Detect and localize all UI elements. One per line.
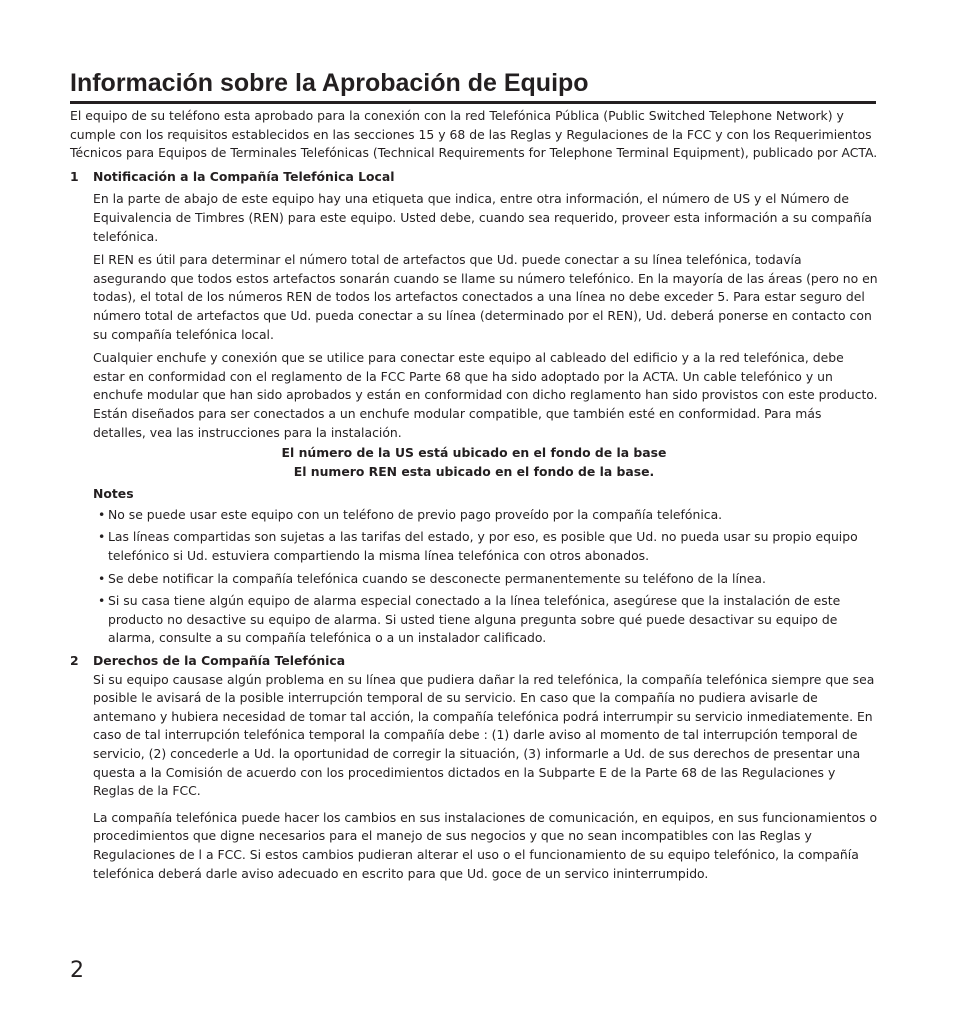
bullet-icon: •	[98, 529, 106, 545]
section-2-heading	[70, 652, 878, 671]
note-text: Si su casa tiene algún equipo de alarma especial conectado a la línea telefónica, asegúrese que la instalación de este producto no desactive su equipo de alarma. Si usted tiene alguna pregunta sobre qué puede desactivar su equipo de alarma, consulte a su compañía telefónica o a un instalador calificado.	[108, 593, 841, 646]
section-2-number: 2	[70, 653, 79, 669]
section-1-heading	[70, 168, 878, 187]
section-1-paragraph-1: En la parte de abajo de este equipo hay una etiqueta que indica, entre otra información, el número de US y el Número de Equivalencia de Timbres (REN) para este equipo. Usted debe, cuando sea requerido, proveer esta información a su compañía telefónica.	[93, 191, 872, 244]
page-number: 2	[70, 958, 84, 983]
bullet-icon: •	[98, 570, 106, 586]
bullet-icon: •	[98, 593, 106, 609]
section-1-paragraph-2: El REN es útil para determinar el número total de artefactos que Ud. puede conectar a su línea telefónica, todavía asegurando que todos estos artefactos sonarán cuando se llame su número telefónico. En la mayoría de las áreas (pero no en todas), el total de los números REN de todos los artefactos conectados a una línea no debe exceder 5. Para estar seguro del número total de artefactos que Ud. pueda conectar a su línea (determinado por el REN), Ud. deberá ponerse en contacto con su compañía telefónica local.	[93, 252, 878, 342]
list-item	[98, 506, 878, 525]
list-item	[98, 592, 878, 648]
section-2-body	[93, 671, 878, 884]
section-1-title: Notificación a la Compañía Telefónica Local	[93, 168, 395, 184]
us-number-location: El número de la US está ubicado en el fondo de la base	[281, 445, 667, 461]
section-1-body	[93, 190, 878, 442]
list-item	[98, 528, 878, 565]
section-1-paragraph-3: Cualquier enchufe y conexión que se utilice para conectar este equipo al cableado del edificio y a la red telefónica, debe estar en conformidad con el reglamento de la FCC Parte 68 que ha sido adoptado por la ACTA. Un cable telefónico y un enchufe modular que han sido aprobados y están en conformidad con dicho reglamento han sido provistos con este producto. Están diseñados para ser conectados a un enchufe modular compatible, que también esté en conformidad. Para más detalles, vea las instrucciones para la instalación.	[93, 350, 878, 440]
document-body	[70, 107, 878, 888]
note-text: Las líneas compartidas son sujetas a las tarifas del estado, y por eso, es posible que Ud. no pueda usar su propio equipo telefónico si Ud. estuviera compartiendo la misma línea telefónica con otros abonados.	[108, 529, 858, 564]
notes-heading: Notes	[93, 486, 134, 502]
section-2-paragraph-1: Si su equipo causase algún problema en su línea que pudiera dañar la red telefónica, la compañía telefónica siempre que sea posible le avisará de la posible interrupción temporal de su servicio. En caso que la compañía no pudiera avisarle de antemano y hubiera necesidad de tomar tal acción, la compañía telefónica podrá interrumpir su servicio inmediatemente. En caso de tal interrupción telefónica temporal la compañía debe : (1) darle aviso al momento de tal interrupción temporal de servicio, (2) concederle a Ud. la oportunidad de corregir la situación, (3) informarle a Ud. de sus derechos de presentar una questa a la Comisión de acuerdo con los procedimientos dictados en la Subparte E de la Parte 68 de las Regulaciones y Reglas de la FCC.	[93, 671, 875, 799]
note-text: Se debe notificar la compañía telefónica cuando se desconecte permanentemente su teléfono de la línea.	[108, 570, 766, 586]
notes-list	[98, 506, 878, 648]
intro-paragraph: El equipo de su teléfono esta aprobado para la conexión con la red Telefónica Pública (Public Switched Telephone Network) y cumple con los requisitos establecidos en las secciones 15 y 68 de las Reglas y Regulaciones de la FCC y con los Requerimientos Técnicos para Equipos de Terminales Telefónicas (Technical Requirements for Telephone Terminal Equipment), publicado por ACTA.	[70, 108, 878, 161]
label-location-notice	[70, 444, 878, 481]
list-item	[98, 570, 878, 589]
section-2-paragraph-2: La compañía telefónica puede hacer los cambios en sus instalaciones de comunicación, en equipos, en sus funcionamientos o procedimientos que digne necesarios para el manejo de sus negocios y que no sean incompatibles con las Reglas y Regulaciones de l a FCC. Si estos cambios pudieran alterar el uso o el funcionamiento de su equipo telefónico, la compañía telefónica deberá darle aviso adecuado en escrito para que Ud. goce de un servico ininterrumpido.	[93, 809, 878, 881]
note-text: No se puede usar este equipo con un teléfono de previo pago proveído por la compañía telefónica.	[108, 506, 723, 522]
bullet-icon: •	[98, 506, 106, 522]
ren-number-location: El numero REN esta ubicado en el fondo de la base.	[293, 463, 655, 479]
page-title: Información sobre la Aprobación de Equipo	[70, 66, 876, 104]
section-2-title: Derechos de la Compañía Telefónica	[93, 653, 346, 669]
section-1-number: 1	[70, 168, 79, 184]
